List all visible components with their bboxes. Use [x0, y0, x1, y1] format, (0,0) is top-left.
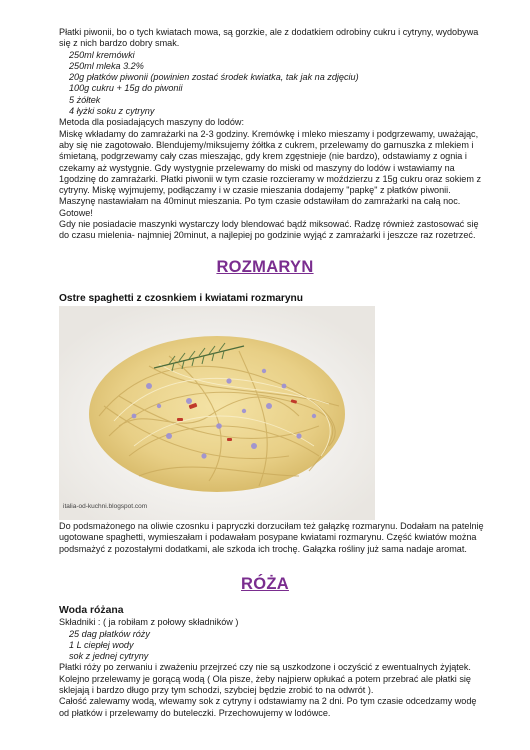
method-line: Miskę wkładamy do zamrażarki na 2-3 godziny. Kremówkę i mleko mieszamy i podgrzewamy, uważając, — [59, 128, 479, 139]
rosemary-line: ugotowane spaghetti, wymieszałam i podawałam posypane kwiatami rozmarynu. Część kwiatów można — [59, 532, 477, 543]
ingredients-intro: Składniki : ( ja robiłam z połowy składników ) — [59, 617, 239, 628]
ingredient-item: 20g płatków piwonii (powinien zostać środek kwiatka, tak jak na zdjęciu) — [69, 72, 359, 83]
ingredient-item: 4 łyżki soku z cytryny — [69, 106, 155, 117]
rose-water-title: Woda różana — [59, 605, 124, 616]
ingredient-item: 250ml mleka 3.2% — [69, 60, 144, 71]
ingredient-item: sok z jednej cytryny — [69, 651, 149, 662]
intro-line: Płatki piwonii, bo o tych kwiatach mowa, są gorzkie, ale z dodatkiem odrobiny cukru i cytryny, wydobywa — [59, 27, 479, 37]
method-line: śmietaną, podgrzewamy cały czas mieszając, gdy krem zgęstnieje (nie bardzo), odstawiamy z ognia i — [59, 151, 467, 162]
spaghetti-recipe-title: Ostre spaghetti z czosnkiem i kwiatami rozmarynu — [59, 293, 304, 304]
method-line: 1godzinę do zamrażarki. Płatki piwonii w tym czasie rozcieramy w moździerzu z 15g cukru oraz sokiem z — [59, 173, 481, 184]
rose-line: Całość zalewamy wodą, wlewamy sok z cytryny i odstawiamy na 2 dni. Po tym czasie odcedzamy wodę — [59, 696, 477, 707]
ingredient-item: 100g cukru + 15g do piwonii — [69, 83, 183, 94]
method-line: Metoda dla posiadających maszyny do lodów: — [59, 117, 245, 128]
spaghetti-illustration — [59, 306, 375, 520]
method-line: czekamy aż wystygnie. Gdy wystygnie przelewamy do miski od maszyny do lodów i wstawiamy na — [59, 162, 455, 173]
rose-water-section — [59, 605, 521, 719]
method-line: Gdy nie posiadacie maszynki wystarczy lody blendować bądź miksować. Radzę również zastosować się — [59, 219, 479, 230]
rose-line: sklejają i bardzo długo przy tym schodzi, szybciej będzie zrobić to na odwrót ). — [59, 685, 374, 696]
method-line: aby się nie zagotowało. Blendujemy/miksujemy żółtka z cukrem, przelewamy do garnuszka z mlekiem i — [59, 139, 474, 150]
rosemary-text — [59, 521, 521, 555]
method-line: cytryny. Miskę wyjmujemy, podłączamy i w czasie mieszania dodajemy "papkę" z płatków piwonii. — [59, 185, 451, 196]
method-line: Maszynę nastawiałam na 40minut mieszania. Po tym czasie odstawiłam do zamrażarki na całą noc. — [59, 196, 461, 207]
rose-line: od płatków i przelewamy do buteleczki. Przechowujemy w lodówce. — [59, 707, 331, 718]
rose-line: Kolejno przelewamy je gorącą wodą ( Ola pisze, żeby najpierw opłukać a potem przebrać ale płatki się — [59, 673, 471, 684]
rozmaryn-heading: ROZMARYN — [216, 258, 314, 276]
method-line: do czasu mielenia- najmniej 20minut, a najlepiej po godzinie wyjąć z zamrażarki i jeszcze raz rozetrzeć. — [59, 230, 476, 241]
photo-credit: italia-od-kuchni.blogspot.com — [63, 503, 148, 510]
peony-recipe-section — [59, 27, 521, 242]
intro-line: się z nich bardzo dobry smak. — [59, 38, 180, 49]
rosemary-line: podsmażyć z pozostałymi dodatkami, ale szkoda ich trochę. Gałązka rośliny już sama nadaje aromat. — [59, 543, 467, 554]
ingredient-item: 250ml kremówki — [69, 49, 135, 60]
rose-line: Płatki róży po zerwaniu i zważeniu przejrzeć czy nie są uszkodzone i oczyścić z ewentualnych żyjątek. — [59, 662, 471, 673]
ingredient-item: 1 L ciepłej wody — [69, 639, 134, 650]
method-line: Gotowe! — [59, 207, 93, 218]
rosemary-line: Do podsmażonego na oliwie czosnku i papryczki dorzuciłam też gałązkę rozmarynu. Dodałam na patelnię — [59, 521, 484, 531]
roza-heading: RÓŻA — [241, 575, 289, 593]
ingredient-item: 25 dag płatków róży — [69, 628, 150, 639]
spaghetti-photo — [59, 306, 375, 520]
ingredient-item: 5 żółtek — [69, 94, 101, 105]
